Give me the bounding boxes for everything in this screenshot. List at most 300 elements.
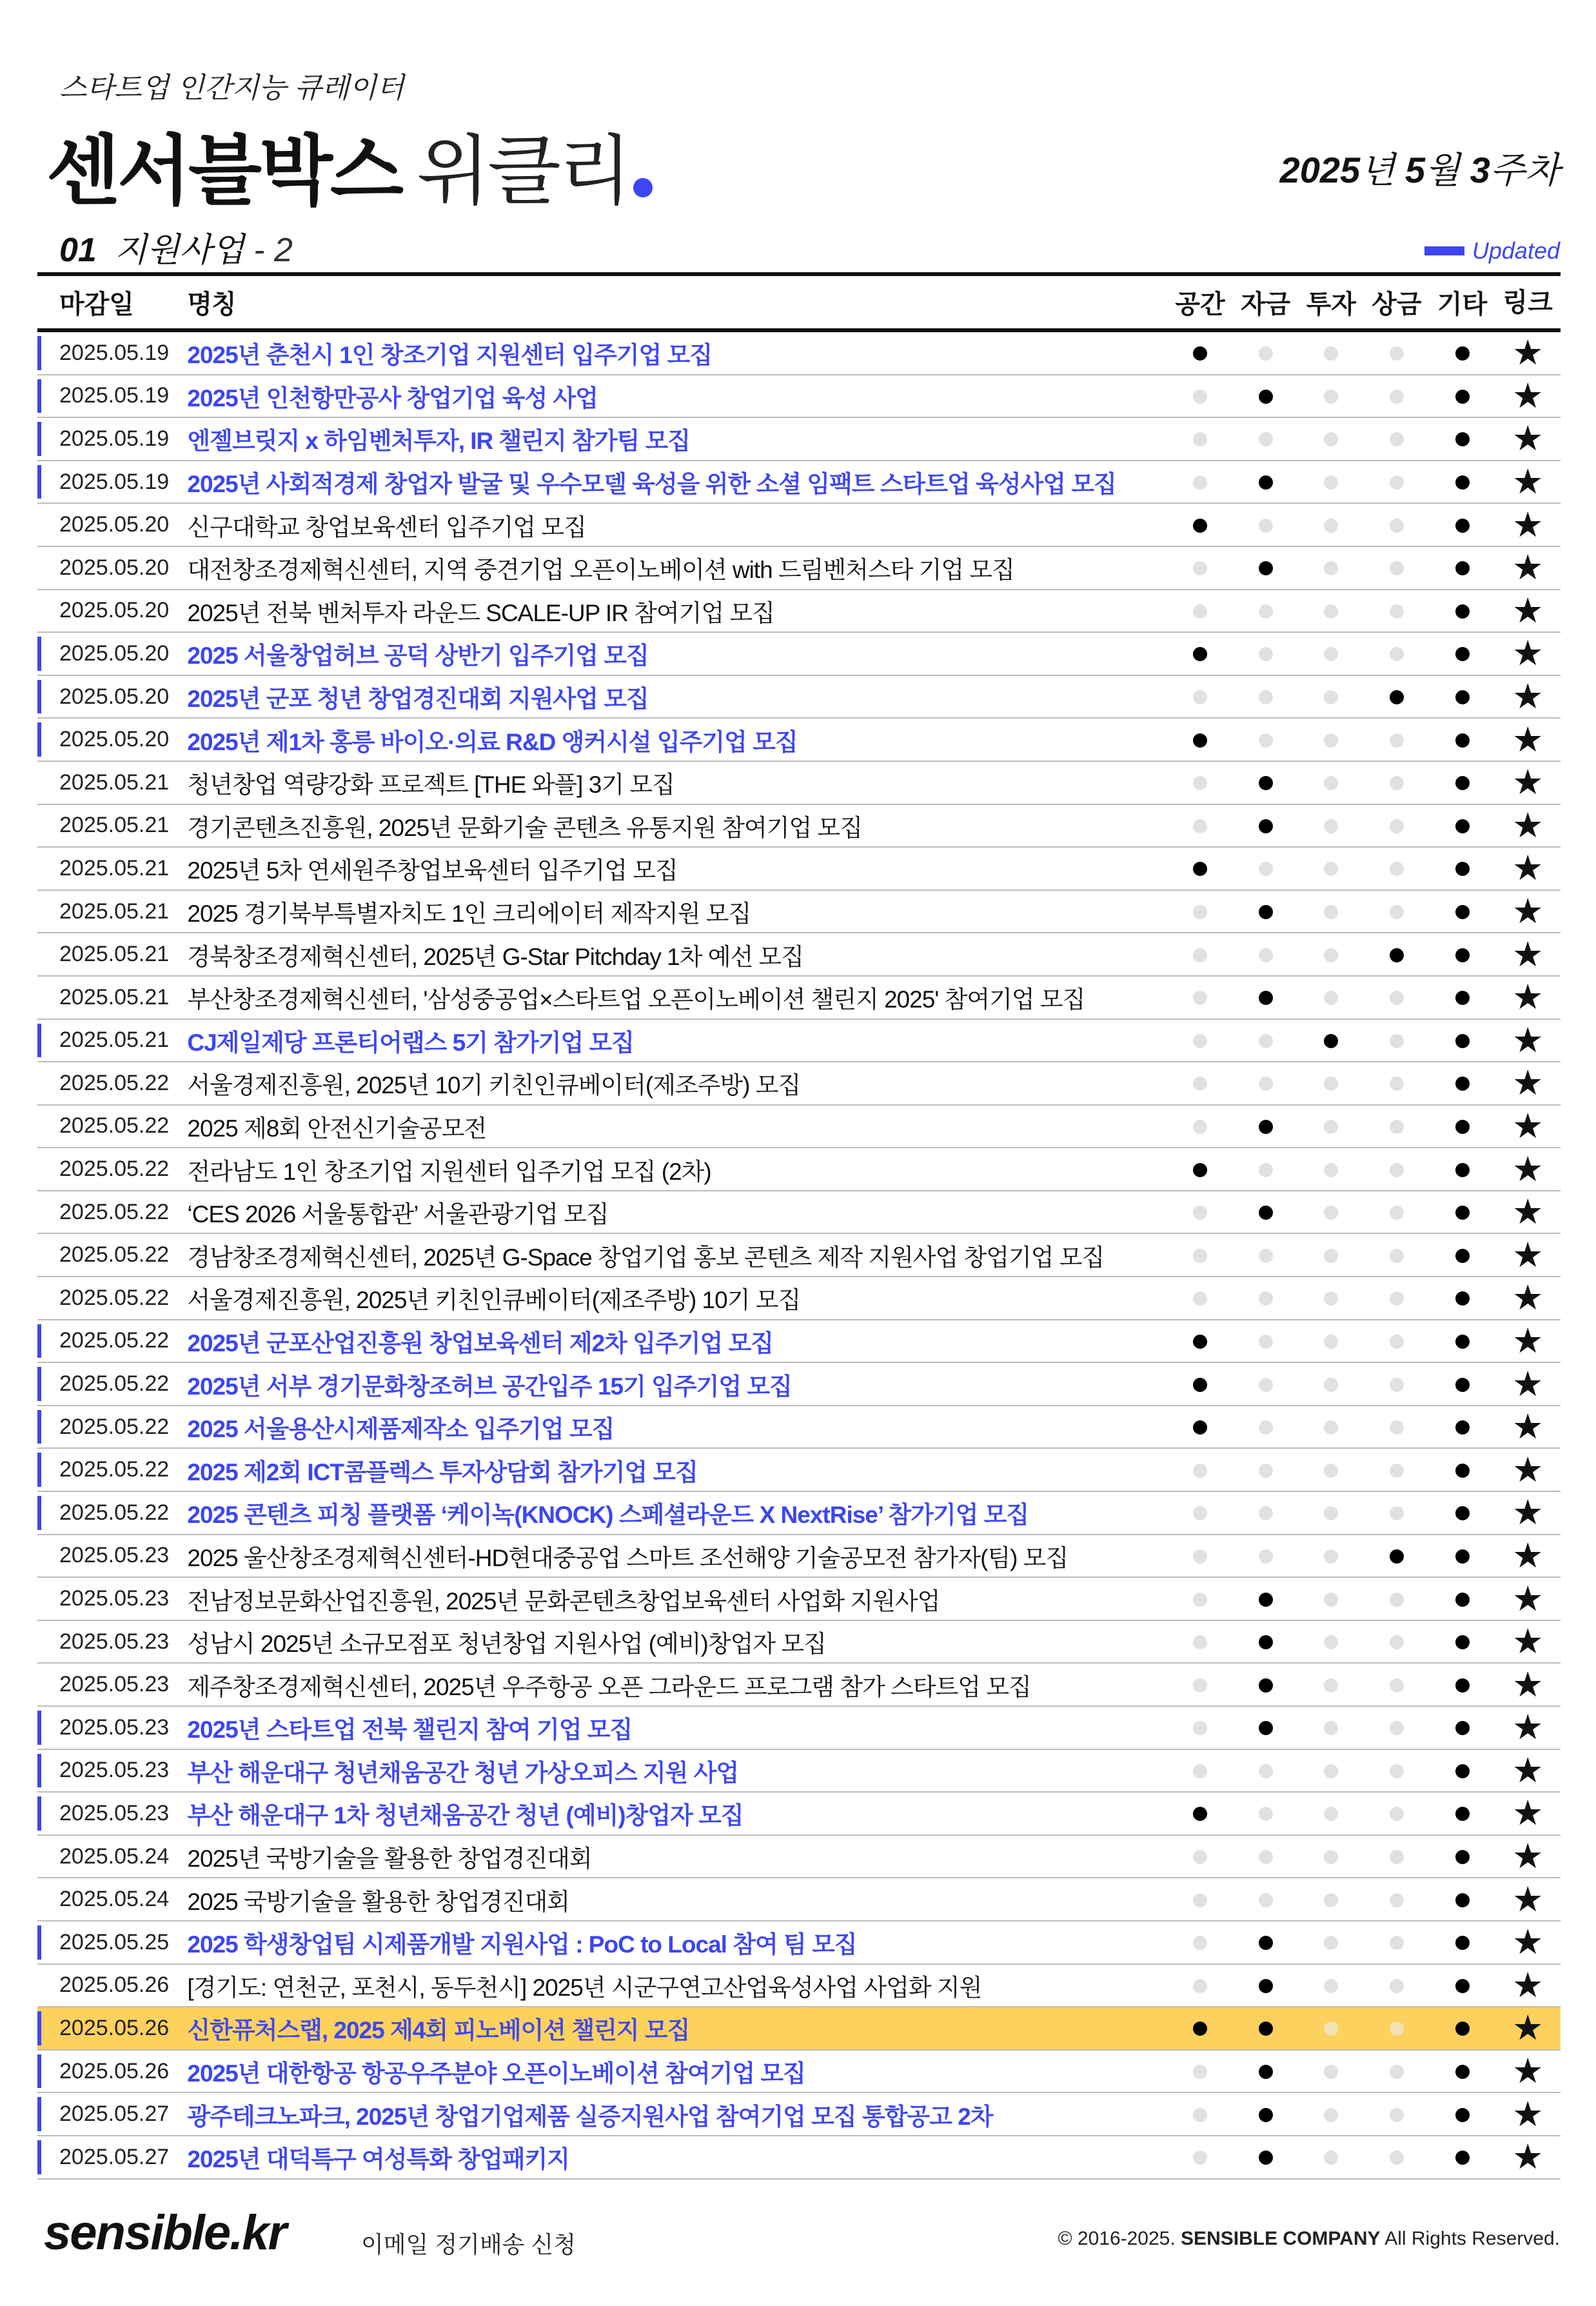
row-flag-fund	[1233, 2058, 1299, 2085]
table-row	[37, 633, 1561, 676]
filled-dot-icon	[1455, 2065, 1470, 2079]
row-deadline: 2025.05.22	[59, 1285, 170, 1310]
empty-dot-icon	[1193, 390, 1207, 404]
star-link-icon[interactable]: ★	[1512, 1579, 1544, 1618]
row-flag-space	[1167, 2014, 1233, 2042]
empty-dot-icon	[1259, 1378, 1273, 1392]
row-flag-prize	[1364, 383, 1430, 410]
star-link-icon[interactable]: ★	[1512, 1794, 1544, 1833]
site-link[interactable]: sensible.kr	[44, 2205, 286, 2260]
empty-dot-icon	[1259, 948, 1273, 962]
footer	[0, 2193, 1596, 2258]
row-flag-etc	[1430, 339, 1495, 366]
filled-dot-icon	[1455, 1721, 1470, 1735]
updated-marker	[37, 422, 41, 456]
filled-dot-icon	[1455, 1120, 1470, 1134]
empty-dot-icon	[1390, 1721, 1404, 1735]
row-name: 부산 해운대구 1차 청년채움공간 청년 (예비)창업자 모집	[187, 1802, 744, 1829]
star-link-icon[interactable]: ★	[1512, 634, 1544, 673]
row-flag-etc	[1430, 1113, 1495, 1140]
row-flag-etc	[1430, 1929, 1495, 1956]
empty-dot-icon	[1193, 776, 1207, 790]
empty-dot-icon	[1324, 1593, 1338, 1607]
star-link-icon[interactable]: ★	[1512, 419, 1544, 459]
filled-dot-icon	[1193, 1420, 1207, 1435]
empty-dot-icon	[1390, 1850, 1404, 1864]
star-link-icon[interactable]: ★	[1512, 978, 1544, 1017]
row-flag-invest	[1298, 1499, 1364, 1526]
star-link-icon[interactable]: ★	[1512, 2138, 1544, 2177]
star-link-icon[interactable]: ★	[1512, 2094, 1544, 2134]
row-flag-etc	[1430, 597, 1495, 624]
empty-dot-icon	[1259, 1893, 1273, 1907]
table-row	[37, 1965, 1561, 2008]
star-link-icon[interactable]: ★	[1512, 1708, 1544, 1747]
updated-marker	[37, 336, 41, 370]
row-flag-invest	[1298, 1628, 1364, 1655]
row-name: 대전창조경제혁신센터, 지역 중견기업 오픈이노베이션 with 드림벤처스타 기업 모집	[187, 557, 1014, 584]
empty-dot-icon	[1390, 475, 1404, 490]
row-flag-invest	[1298, 1371, 1364, 1398]
row-flag-invest	[1298, 2058, 1364, 2085]
row-flag-etc	[1430, 1542, 1495, 1569]
row-flag-etc	[1430, 468, 1495, 495]
row-flag-invest	[1298, 1714, 1364, 1741]
row-name: 2025년 춘천시 1인 창조기업 지원센터 입주기업 모집	[187, 342, 713, 369]
empty-dot-icon	[1193, 1464, 1207, 1478]
row-flag-prize	[1364, 2101, 1430, 2128]
row-flag-prize	[1364, 2143, 1430, 2171]
row-flag-etc	[1430, 812, 1495, 839]
row-deadline: 2025.05.19	[59, 340, 170, 365]
row-deadline: 2025.05.22	[59, 1199, 170, 1224]
row-flag-invest	[1298, 984, 1364, 1011]
row-flag-invest	[1298, 1198, 1364, 1226]
row-flag-space	[1167, 898, 1233, 925]
row-name: 2025 제2회 ICT콤플렉스 투자상담회 참가기업 모집	[187, 1458, 698, 1486]
empty-dot-icon	[1259, 1807, 1273, 1821]
table-row	[37, 1836, 1561, 1879]
star-link-icon[interactable]: ★	[1512, 591, 1544, 630]
header-space: 공간	[1175, 290, 1225, 319]
updated-marker	[37, 2011, 41, 2045]
table-row	[37, 719, 1561, 762]
row-flag-prize	[1364, 1069, 1430, 1097]
empty-dot-icon	[1259, 1077, 1273, 1091]
star-link-icon[interactable]: ★	[1512, 1321, 1544, 1360]
table-header	[37, 272, 1561, 332]
empty-dot-icon	[1324, 1464, 1338, 1478]
updated-marker	[37, 680, 41, 714]
empty-dot-icon	[1390, 733, 1404, 748]
row-flag-space	[1167, 1156, 1233, 1183]
row-flag-prize	[1364, 554, 1430, 581]
table-row	[37, 332, 1561, 375]
empty-dot-icon	[1193, 690, 1207, 704]
empty-dot-icon	[1259, 432, 1273, 446]
row-flag-space	[1167, 855, 1233, 882]
empty-dot-icon	[1324, 1420, 1338, 1435]
empty-dot-icon	[1390, 1420, 1404, 1435]
star-link-icon[interactable]: ★	[1512, 806, 1544, 845]
row-deadline: 2025.05.21	[59, 770, 170, 795]
updated-marker	[37, 1410, 41, 1444]
row-flag-space	[1167, 1843, 1233, 1870]
row-name: 2025 국방기술을 활용한 창업경진대회	[187, 1888, 569, 1915]
row-name: 경남창조경제혁신센터, 2025년 G-Space 창업기업 홍보 콘텐츠 제작 지원사업 창업기업 모집	[187, 1244, 1105, 1271]
table-row	[37, 2051, 1561, 2094]
row-deadline: 2025.05.27	[59, 2102, 170, 2127]
empty-dot-icon	[1193, 948, 1207, 962]
row-name: 2025년 서부 경기문화창조허브 공간입주 15기 입주기업 모집	[187, 1373, 792, 1400]
row-flag-etc	[1430, 898, 1495, 925]
row-flag-invest	[1298, 1800, 1364, 1827]
row-flag-prize	[1364, 1843, 1430, 1870]
filled-dot-icon	[1455, 346, 1470, 361]
updated-marker	[37, 637, 41, 671]
row-flag-prize	[1364, 1113, 1430, 1140]
copyright-prefix: © 2016-2025.	[1058, 2228, 1176, 2249]
row-name: 2025년 제1차 홍릉 바이오·의료 R&D 앵커시설 입주기업 모집	[187, 728, 798, 755]
row-flag-fund	[1233, 1413, 1299, 1440]
star-link-icon[interactable]: ★	[1512, 1536, 1544, 1575]
row-flag-prize	[1364, 425, 1430, 452]
filled-dot-icon	[1193, 862, 1207, 876]
empty-dot-icon	[1390, 905, 1404, 919]
empty-dot-icon	[1193, 1249, 1207, 1263]
row-flag-fund	[1233, 597, 1299, 624]
filled-dot-icon	[1455, 1077, 1470, 1091]
star-link-icon[interactable]: ★	[1512, 720, 1544, 759]
empty-dot-icon	[1193, 1506, 1207, 1520]
row-flag-prize	[1364, 339, 1430, 366]
filled-dot-icon	[1259, 2151, 1273, 2165]
empty-dot-icon	[1324, 561, 1338, 575]
header-deadline: 마감일	[59, 290, 134, 319]
filled-dot-icon	[1259, 1120, 1273, 1134]
table-row	[37, 461, 1561, 504]
empty-dot-icon	[1193, 819, 1207, 833]
row-flag-invest	[1298, 468, 1364, 495]
star-link-icon[interactable]: ★	[1512, 1193, 1544, 1232]
star-link-icon[interactable]: ★	[1512, 1837, 1544, 1876]
copyright	[1058, 2228, 1560, 2250]
updated-marker	[37, 1453, 41, 1487]
row-flag-fund	[1233, 1198, 1299, 1226]
row-flag-space	[1167, 1972, 1233, 1999]
row-deadline: 2025.05.23	[59, 1758, 170, 1783]
table-row	[37, 848, 1561, 891]
empty-dot-icon	[1324, 519, 1338, 533]
row-flag-prize	[1364, 2014, 1430, 2042]
row-name: 전남정보문화산업진흥원, 2025년 문화콘텐츠창업보육센터 사업화 지원사업	[187, 1587, 940, 1615]
row-flag-prize	[1364, 1929, 1430, 1956]
header-fund: 자금	[1240, 290, 1291, 319]
empty-dot-icon	[1390, 1635, 1404, 1649]
row-deadline: 2025.05.23	[59, 1629, 170, 1654]
row-flag-space	[1167, 1499, 1233, 1526]
row-flag-prize	[1364, 941, 1430, 968]
star-link-icon[interactable]: ★	[1512, 1880, 1544, 1919]
row-flag-etc	[1430, 1156, 1495, 1183]
updated-legend	[1424, 237, 1560, 264]
row-flag-space	[1167, 1027, 1233, 1054]
empty-dot-icon	[1390, 519, 1404, 533]
filled-dot-icon	[1259, 1678, 1273, 1693]
row-flag-space	[1167, 984, 1233, 1011]
row-flag-space	[1167, 339, 1233, 366]
row-flag-etc	[1430, 383, 1495, 410]
issue-year: 2025	[1279, 150, 1361, 190]
row-flag-invest	[1298, 1542, 1364, 1569]
row-deadline: 2025.05.20	[59, 641, 170, 666]
row-flag-prize	[1364, 898, 1430, 925]
row-name: 2025년 군포 청년 창업경진대회 지원사업 모집	[187, 686, 649, 713]
row-flag-prize	[1364, 1542, 1430, 1569]
row-flag-invest	[1298, 1972, 1364, 1999]
empty-dot-icon	[1259, 1291, 1273, 1306]
row-flag-fund	[1233, 425, 1299, 452]
star-link-icon[interactable]: ★	[1512, 333, 1544, 373]
filled-dot-icon	[1324, 1034, 1338, 1048]
row-deadline: 2025.05.23	[59, 1586, 170, 1611]
empty-dot-icon	[1390, 1506, 1404, 1520]
table-row	[37, 1535, 1561, 1578]
empty-dot-icon	[1259, 1549, 1273, 1564]
row-name: 전라남도 1인 창조기업 지원센터 입주기업 모집 (2차)	[187, 1158, 711, 1185]
star-link-icon[interactable]: ★	[1512, 2009, 1544, 2048]
empty-dot-icon	[1193, 1678, 1207, 1693]
row-deadline: 2025.05.22	[59, 1414, 170, 1439]
row-deadline: 2025.05.26	[59, 2058, 170, 2083]
row-name: 2025년 사회적경제 창업자 발굴 및 우수모델 육성을 위한 소셜 임팩트 스타트업 육성사업 모집	[187, 471, 1116, 498]
row-name: 2025년 5차 연세원주창업보육센터 입주기업 모집	[187, 857, 678, 884]
star-link-icon[interactable]: ★	[1512, 376, 1544, 415]
row-flag-space	[1167, 1886, 1233, 1913]
empty-dot-icon	[1324, 1764, 1338, 1778]
empty-dot-icon	[1193, 1291, 1207, 1306]
filled-dot-icon	[1259, 2022, 1273, 2036]
star-link-icon[interactable]: ★	[1512, 1923, 1544, 1962]
row-flag-fund	[1233, 898, 1299, 925]
empty-dot-icon	[1324, 2108, 1338, 2122]
row-flag-fund	[1233, 1886, 1299, 1913]
row-flag-etc	[1430, 726, 1495, 753]
star-link-icon[interactable]: ★	[1512, 2052, 1544, 2091]
empty-dot-icon	[1193, 1077, 1207, 1091]
star-link-icon[interactable]: ★	[1512, 763, 1544, 802]
table-row	[37, 1320, 1561, 1364]
filled-dot-icon	[1259, 991, 1273, 1005]
row-flag-invest	[1298, 1456, 1364, 1484]
row-flag-prize	[1364, 1800, 1430, 1827]
empty-dot-icon	[1390, 561, 1404, 575]
filled-dot-icon	[1193, 733, 1207, 748]
row-name: 청년창업 역량강화 프로젝트 [THE 와플] 3기 모집	[187, 771, 675, 799]
subscribe-link[interactable]: 이메일 정기배송 신청	[361, 2231, 576, 2258]
empty-dot-icon	[1259, 1764, 1273, 1778]
issue-year-unit: 년	[1360, 150, 1405, 190]
star-link-icon[interactable]: ★	[1512, 1106, 1544, 1146]
row-flag-prize	[1364, 1284, 1430, 1311]
row-flag-etc	[1430, 1671, 1495, 1698]
table-row	[37, 805, 1561, 848]
empty-dot-icon	[1324, 1936, 1338, 1950]
updated-marker	[37, 1367, 41, 1401]
empty-dot-icon	[1193, 1850, 1207, 1864]
filled-dot-icon	[1455, 1464, 1470, 1478]
updated-marker	[37, 1024, 41, 1058]
row-name: 신한퓨처스랩, 2025 제4회 피노베이션 챌린지 모집	[187, 2017, 690, 2044]
row-name: 2025년 대한항공 항공우주분야 오픈이노베이션 참여기업 모집	[187, 2060, 805, 2087]
row-flag-fund	[1233, 1156, 1299, 1183]
empty-dot-icon	[1259, 1249, 1273, 1263]
empty-dot-icon	[1390, 991, 1404, 1005]
row-flag-fund	[1233, 1499, 1299, 1526]
empty-dot-icon	[1259, 1850, 1273, 1864]
empty-dot-icon	[1324, 1249, 1338, 1263]
row-flag-prize	[1364, 1757, 1430, 1784]
row-flag-space	[1167, 1113, 1233, 1140]
star-link-icon[interactable]: ★	[1512, 1965, 1544, 2005]
empty-dot-icon	[1390, 1291, 1404, 1306]
row-flag-prize	[1364, 1371, 1430, 1398]
row-flag-etc	[1430, 683, 1495, 710]
star-link-icon[interactable]: ★	[1512, 677, 1544, 717]
star-link-icon[interactable]: ★	[1512, 892, 1544, 931]
empty-dot-icon	[1259, 604, 1273, 619]
star-link-icon[interactable]: ★	[1512, 462, 1544, 502]
empty-dot-icon	[1259, 690, 1273, 704]
row-flag-etc	[1430, 1843, 1495, 1870]
row-name: 2025년 국방기술을 활용한 창업경진대회	[187, 1845, 592, 1873]
row-deadline: 2025.05.22	[59, 1500, 170, 1525]
empty-dot-icon	[1193, 2151, 1207, 2165]
filled-dot-icon	[1455, 1593, 1470, 1607]
row-deadline: 2025.05.21	[59, 984, 170, 1009]
empty-dot-icon	[1259, 1420, 1273, 1435]
table-row	[37, 1878, 1561, 1922]
row-name: [경기도: 연천군, 포천시, 동두천시] 2025년 시군구연고산업육성사업 사업화 지원	[187, 1974, 982, 2001]
empty-dot-icon	[1324, 862, 1338, 876]
row-flag-fund	[1233, 1371, 1299, 1398]
updated-bar-icon	[1424, 246, 1464, 255]
star-link-icon[interactable]: ★	[1512, 1235, 1544, 1275]
empty-dot-icon	[1259, 733, 1273, 748]
brand-dot-icon	[633, 178, 653, 197]
table-row	[37, 1020, 1561, 1063]
star-link-icon[interactable]: ★	[1512, 1064, 1544, 1103]
filled-dot-icon	[1455, 1807, 1470, 1821]
empty-dot-icon	[1390, 1077, 1404, 1091]
row-flag-space	[1167, 425, 1233, 452]
section-name: 지원사업	[114, 232, 244, 269]
empty-dot-icon	[1324, 819, 1338, 833]
row-flag-prize	[1364, 726, 1430, 753]
row-name: ‘CES 2026 서울통합관’ 서울관광기업 모집	[187, 1201, 609, 1228]
star-link-icon[interactable]: ★	[1512, 849, 1544, 888]
star-link-icon[interactable]: ★	[1512, 935, 1544, 974]
empty-dot-icon	[1193, 1034, 1207, 1048]
empty-dot-icon	[1193, 1593, 1207, 1607]
issue-label	[1280, 142, 1560, 194]
star-link-icon[interactable]: ★	[1512, 1278, 1544, 1318]
row-deadline: 2025.05.20	[59, 555, 170, 580]
empty-dot-icon	[1193, 2065, 1207, 2079]
star-link-icon[interactable]: ★	[1512, 1751, 1544, 1790]
star-link-icon[interactable]: ★	[1512, 1665, 1544, 1704]
row-flag-prize	[1364, 512, 1430, 539]
empty-dot-icon	[1324, 604, 1338, 619]
row-flag-space	[1167, 383, 1233, 410]
filled-dot-icon	[1455, 2022, 1470, 2036]
star-link-icon[interactable]: ★	[1512, 1407, 1544, 1447]
star-link-icon[interactable]: ★	[1512, 1493, 1544, 1533]
row-flag-prize	[1364, 1027, 1430, 1054]
empty-dot-icon	[1324, 905, 1338, 919]
empty-dot-icon	[1324, 2065, 1338, 2079]
empty-dot-icon	[1259, 647, 1273, 661]
empty-dot-icon	[1324, 733, 1338, 748]
row-flag-etc	[1430, 1800, 1495, 1827]
star-link-icon[interactable]: ★	[1512, 505, 1544, 544]
table-body	[37, 332, 1561, 2180]
star-link-icon[interactable]: ★	[1512, 1622, 1544, 1662]
empty-dot-icon	[1324, 390, 1338, 404]
row-flag-etc	[1430, 1757, 1495, 1784]
row-flag-etc	[1430, 554, 1495, 581]
row-flag-fund	[1233, 2143, 1299, 2171]
empty-dot-icon	[1390, 1206, 1404, 1220]
row-flag-prize	[1364, 1456, 1430, 1484]
row-flag-invest	[1298, 1929, 1364, 1956]
empty-dot-icon	[1390, 1249, 1404, 1263]
table-row	[37, 375, 1561, 419]
star-link-icon[interactable]: ★	[1512, 1364, 1544, 1404]
row-flag-etc	[1430, 984, 1495, 1011]
row-deadline: 2025.05.21	[59, 813, 170, 838]
star-link-icon[interactable]: ★	[1512, 1020, 1544, 1060]
filled-dot-icon	[1455, 1635, 1470, 1649]
row-flag-fund	[1233, 1069, 1299, 1097]
row-flag-invest	[1298, 855, 1364, 882]
row-flag-etc	[1430, 1027, 1495, 1054]
row-flag-etc	[1430, 941, 1495, 968]
row-flag-etc	[1430, 1499, 1495, 1526]
empty-dot-icon	[1259, 1464, 1273, 1478]
row-flag-etc	[1430, 1327, 1495, 1355]
row-name: 경기콘텐츠진흥원, 2025년 문화기술 콘텐츠 유통지원 참여기업 모집	[187, 814, 862, 841]
row-flag-space	[1167, 597, 1233, 624]
row-flag-invest	[1298, 1327, 1364, 1355]
row-flag-invest	[1298, 683, 1364, 710]
star-link-icon[interactable]: ★	[1512, 548, 1544, 588]
row-flag-invest	[1298, 898, 1364, 925]
star-link-icon[interactable]: ★	[1512, 1450, 1544, 1489]
row-deadline: 2025.05.25	[59, 1929, 170, 1954]
table-row	[37, 418, 1561, 461]
updated-marker	[37, 465, 41, 499]
row-flag-fund	[1233, 383, 1299, 410]
filled-dot-icon	[1455, 819, 1470, 833]
brand-bold: 센서블박스	[46, 129, 401, 214]
star-link-icon[interactable]: ★	[1512, 1149, 1544, 1189]
table-row	[37, 1449, 1561, 1492]
row-flag-space	[1167, 1585, 1233, 1613]
row-name: 경북창조경제혁신센터, 2025년 G-Star Pitchday 1차 예선 모집	[187, 943, 803, 970]
row-flag-space	[1167, 468, 1233, 495]
empty-dot-icon	[1324, 1378, 1338, 1392]
